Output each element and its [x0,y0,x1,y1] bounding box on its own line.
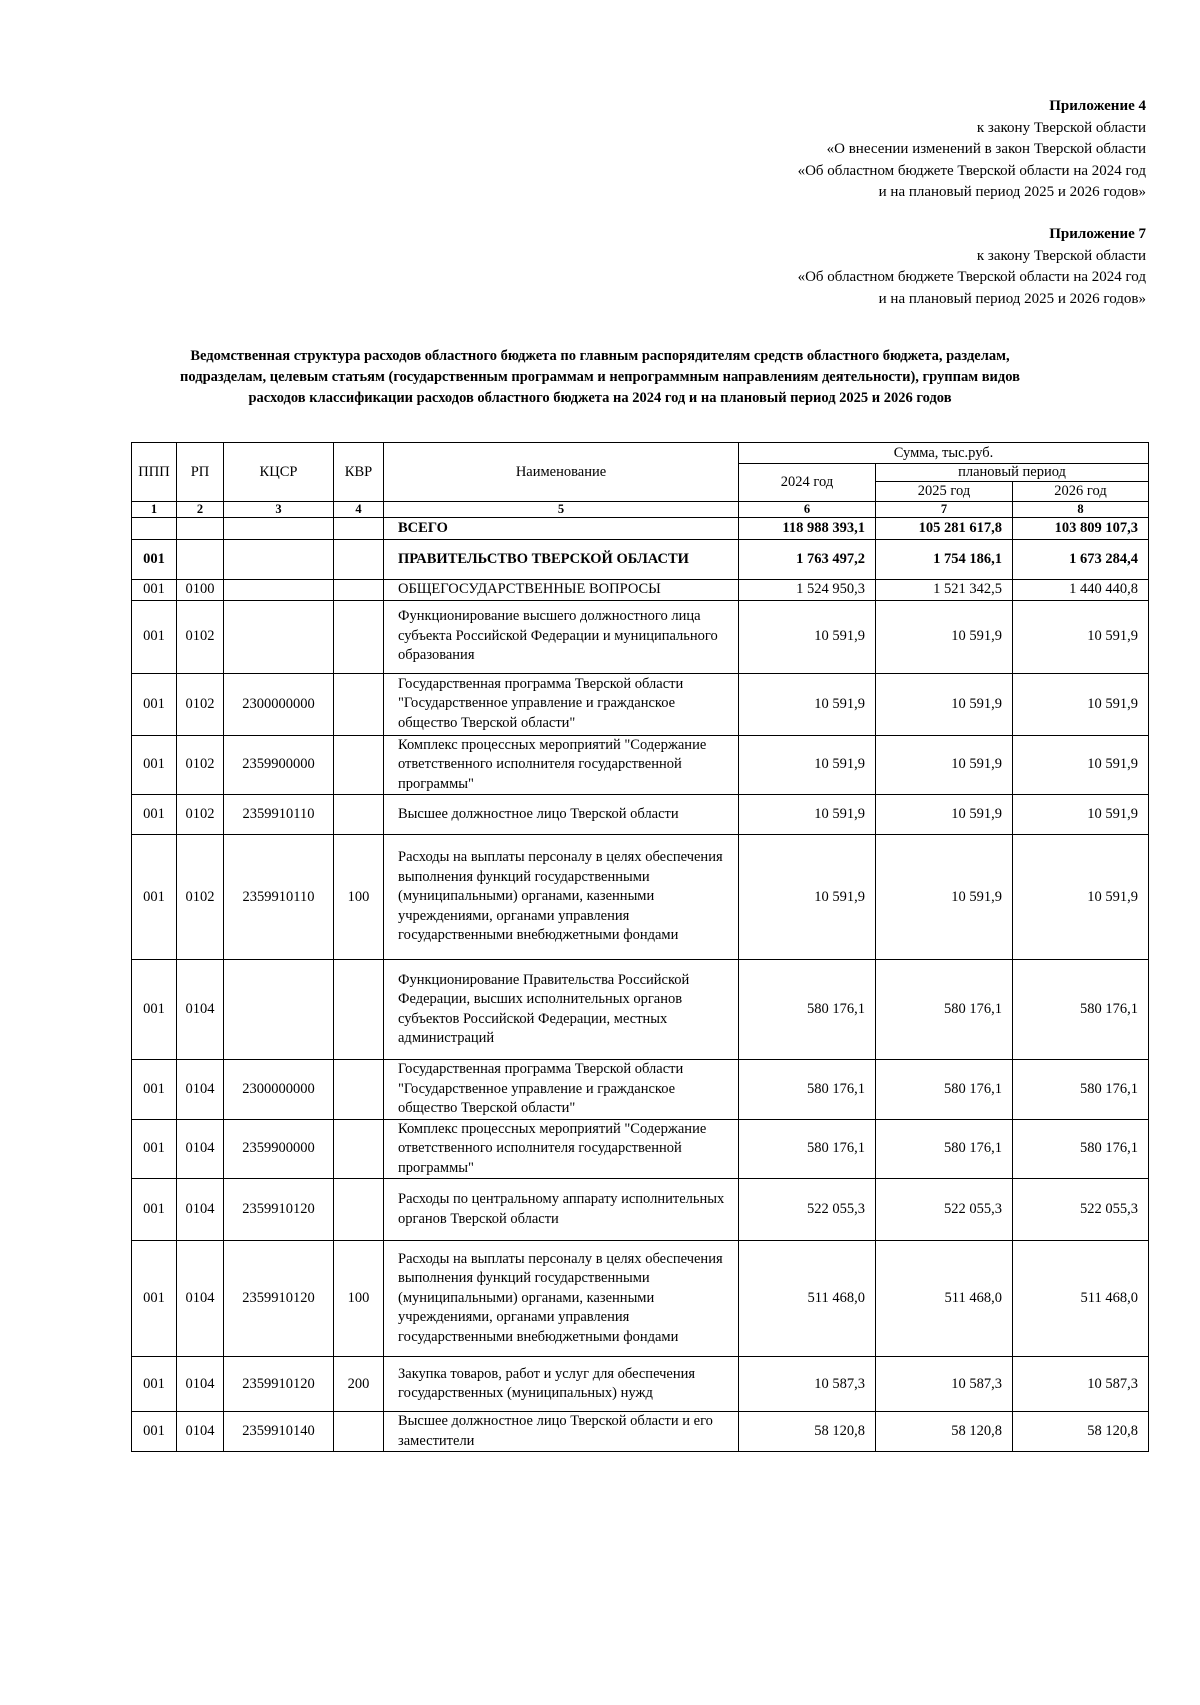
column-number: 1 [132,502,177,518]
cell-2025: 1 521 342,5 [876,580,1013,601]
column-number: 4 [334,502,384,518]
cell-2024: 580 176,1 [739,960,876,1060]
appendix-4-line: и на плановый период 2025 и 2026 годов» [878,184,1146,200]
cell-rp: 0102 [177,735,224,795]
cell-name: Расходы на выплаты персоналу в целях обеспечения выполнения функций государственными (муниципальными) органами, казенными учреждениями, органами управления государственными внебюджетными фондами [384,1241,739,1357]
cell-kcsr [224,600,334,673]
cell-kvr: 100 [334,835,384,960]
cell-rp: 0102 [177,795,224,835]
cell-2024: 10 591,9 [739,835,876,960]
cell-2026: 522 055,3 [1013,1179,1149,1241]
cell-2025: 580 176,1 [876,960,1013,1060]
cell-ppp: 001 [132,1357,177,1412]
document-title [130,346,1070,409]
cell-kvr [334,1412,384,1452]
cell-name: ВСЕГО [384,518,739,540]
table-row [132,1060,1149,1120]
cell-name: ПРАВИТЕЛЬСТВО ТВЕРСКОЙ ОБЛАСТИ [384,540,739,580]
cell-kvr [334,673,384,735]
appendix-7-heading: Приложение 7 [1049,226,1146,242]
table-row [132,1179,1149,1241]
header-planned-period: плановый период [876,464,1149,482]
cell-ppp: 001 [132,735,177,795]
table-row [132,735,1149,795]
cell-kvr [334,960,384,1060]
cell-2025: 10 591,9 [876,735,1013,795]
cell-rp: 0102 [177,600,224,673]
cell-2026: 10 591,9 [1013,600,1149,673]
cell-2026: 103 809 107,3 [1013,518,1149,540]
cell-2024: 580 176,1 [739,1060,876,1120]
cell-2026: 511 468,0 [1013,1241,1149,1357]
cell-name: Высшее должностное лицо Тверской области и его заместители [384,1412,739,1452]
table-row [132,1241,1149,1357]
cell-2026: 58 120,8 [1013,1412,1149,1452]
cell-2025: 580 176,1 [876,1060,1013,1120]
cell-2026: 10 591,9 [1013,795,1149,835]
cell-kcsr: 2359910120 [224,1179,334,1241]
cell-ppp: 001 [132,1241,177,1357]
table-row [132,1119,1149,1179]
cell-kcsr [224,580,334,601]
appendix-4-line: к закону Тверской области [976,119,1146,136]
cell-rp: 0104 [177,1179,224,1241]
cell-ppp: 001 [132,835,177,960]
cell-name: Функционирование высшего должностного лица субъекта Российской Федерации и муниципального образования [384,600,739,673]
document-title-line: расходов классификации расходов областного бюджета на 2024 год и на плановый период 2025 и 2026 годов [248,390,952,406]
table-row [132,600,1149,673]
table-body [132,518,1149,1452]
cell-name: Высшее должностное лицо Тверской области [384,795,739,835]
header-rp: РП [177,443,224,502]
cell-2026: 1 440 440,8 [1013,580,1149,601]
cell-rp: 0104 [177,1119,224,1179]
cell-2024: 511 468,0 [739,1241,876,1357]
cell-name: Комплекс процессных мероприятий "Содержание ответственного исполнителя государственной программы" [384,1119,739,1179]
column-number: 3 [224,502,334,518]
cell-2025: 58 120,8 [876,1412,1013,1452]
cell-2024: 522 055,3 [739,1179,876,1241]
column-number: 6 [739,502,876,518]
cell-rp: 0104 [177,1060,224,1120]
appendix-7-line: и на плановый период 2025 и 2026 годов» [878,290,1146,307]
cell-2024: 10 591,9 [739,795,876,835]
cell-ppp: 001 [132,540,177,580]
cell-kvr [334,580,384,601]
cell-name: Государственная программа Тверской области "Государственное управление и гражданское общество Тверской области" [384,673,739,735]
cell-2024: 10 591,9 [739,673,876,735]
cell-ppp: 001 [132,1412,177,1452]
cell-ppp: 001 [132,600,177,673]
cell-kcsr [224,540,334,580]
cell-2024: 1 524 950,3 [739,580,876,601]
cell-kcsr: 2359900000 [224,1119,334,1179]
column-number: 2 [177,502,224,518]
cell-2026: 580 176,1 [1013,960,1149,1060]
cell-kcsr: 2359910110 [224,835,334,960]
cell-2025: 10 591,9 [876,795,1013,835]
cell-ppp: 001 [132,795,177,835]
cell-2026: 10 591,9 [1013,835,1149,960]
cell-rp [177,518,224,540]
appendix-4-header [798,96,1146,204]
cell-kcsr [224,960,334,1060]
cell-kvr [334,600,384,673]
cell-name: Государственная программа Тверской области "Государственное управление и гражданское общество Тверской области" [384,1060,739,1120]
cell-2025: 10 591,9 [876,835,1013,960]
cell-2025: 10 591,9 [876,673,1013,735]
table-row [132,835,1149,960]
cell-rp: 0104 [177,1241,224,1357]
appendix-7-line: «Об областном бюджете Тверской области на 2024 год [797,269,1146,285]
appendix-7-line: к закону Тверской области [976,247,1146,264]
appendix-4-line: «О внесении изменений в закон Тверской области [826,141,1146,157]
cell-kcsr [224,518,334,540]
column-number: 5 [384,502,739,518]
cell-ppp: 001 [132,1060,177,1120]
cell-name: Комплекс процессных мероприятий "Содержание ответственного исполнителя государственной программы" [384,735,739,795]
cell-kcsr: 2359910140 [224,1412,334,1452]
cell-2024: 58 120,8 [739,1412,876,1452]
header-name: Наименование [384,443,739,502]
cell-kvr [334,1179,384,1241]
cell-ppp: 001 [132,1179,177,1241]
cell-rp: 0102 [177,673,224,735]
cell-kcsr: 2359910120 [224,1357,334,1412]
cell-2024: 580 176,1 [739,1119,876,1179]
table-row [132,1412,1149,1452]
cell-ppp: 001 [132,960,177,1060]
cell-kvr [334,735,384,795]
cell-rp: 0104 [177,1412,224,1452]
cell-2026: 10 591,9 [1013,673,1149,735]
cell-rp: 0104 [177,960,224,1060]
document-title-line: подразделам, целевым статьям (государственным программам и непрограммным направлениям деятельности), группам видов [180,369,1020,385]
cell-2026: 10 587,3 [1013,1357,1149,1412]
cell-name: Закупка товаров, работ и услуг для обеспечения государственных (муниципальных) нужд [384,1357,739,1412]
cell-rp: 0100 [177,580,224,601]
header-2025: 2025 год [876,482,1013,502]
cell-kvr [334,795,384,835]
header-2026: 2026 год [1013,482,1149,502]
table-row [132,580,1149,601]
cell-2025: 1 754 186,1 [876,540,1013,580]
cell-2026: 1 673 284,4 [1013,540,1149,580]
cell-kvr [334,1119,384,1179]
column-number: 8 [1013,502,1149,518]
cell-kcsr: 2359910120 [224,1241,334,1357]
cell-ppp: 001 [132,1119,177,1179]
appendix-7-header [798,224,1146,310]
column-number: 7 [876,502,1013,518]
cell-2025: 580 176,1 [876,1119,1013,1179]
table-row [132,673,1149,735]
cell-2025: 522 055,3 [876,1179,1013,1241]
cell-ppp: 001 [132,673,177,735]
header-2024: 2024 год [739,464,876,502]
cell-2025: 105 281 617,8 [876,518,1013,540]
cell-name: Функционирование Правительства Российской Федерации, высших исполнительных органов субъектов Российской Федерации, местных администраций [384,960,739,1060]
table-row [132,795,1149,835]
cell-name: Расходы по центральному аппарату исполнительных органов Тверской области [384,1179,739,1241]
cell-2026: 580 176,1 [1013,1119,1149,1179]
cell-rp: 0102 [177,835,224,960]
cell-2026: 580 176,1 [1013,1060,1149,1120]
cell-2024: 10 591,9 [739,735,876,795]
cell-kvr [334,518,384,540]
cell-rp: 0104 [177,1357,224,1412]
appendix-4-heading: Приложение 4 [1049,98,1146,114]
cell-name: Расходы на выплаты персоналу в целях обеспечения выполнения функций государственными (муниципальными) органами, казенными учреждениями, органами управления государственными внебюджетными фондами [384,835,739,960]
cell-kcsr: 2359900000 [224,735,334,795]
cell-kvr [334,540,384,580]
cell-kcsr: 2300000000 [224,673,334,735]
cell-2025: 10 587,3 [876,1357,1013,1412]
header-kvr: КВР [334,443,384,502]
budget-table [131,442,1149,1452]
cell-kvr [334,1060,384,1120]
document-title-line: Ведомственная структура расходов областного бюджета по главным распорядителям средств областного бюджета, разделам, [190,348,1010,364]
cell-name: ОБЩЕГОСУДАРСТВЕННЫЕ ВОПРОСЫ [384,580,739,601]
cell-2026: 10 591,9 [1013,735,1149,795]
cell-2024: 10 591,9 [739,600,876,673]
header-sum: Сумма, тыс.руб. [739,443,1149,464]
cell-2024: 118 988 393,1 [739,518,876,540]
table-row [132,540,1149,580]
cell-2024: 10 587,3 [739,1357,876,1412]
cell-rp [177,540,224,580]
header-kcsr: КЦСР [224,443,334,502]
cell-ppp [132,518,177,540]
cell-2025: 10 591,9 [876,600,1013,673]
cell-kcsr: 2359910110 [224,795,334,835]
table-row [132,518,1149,540]
table-row [132,1357,1149,1412]
appendix-4-line: «Об областном бюджете Тверской области на 2024 год [797,162,1146,179]
header-ppp: ППП [132,443,177,502]
table-row [132,960,1149,1060]
cell-2024: 1 763 497,2 [739,540,876,580]
cell-kvr: 200 [334,1357,384,1412]
cell-2025: 511 468,0 [876,1241,1013,1357]
cell-kcsr: 2300000000 [224,1060,334,1120]
cell-ppp: 001 [132,580,177,601]
cell-kvr: 100 [334,1241,384,1357]
